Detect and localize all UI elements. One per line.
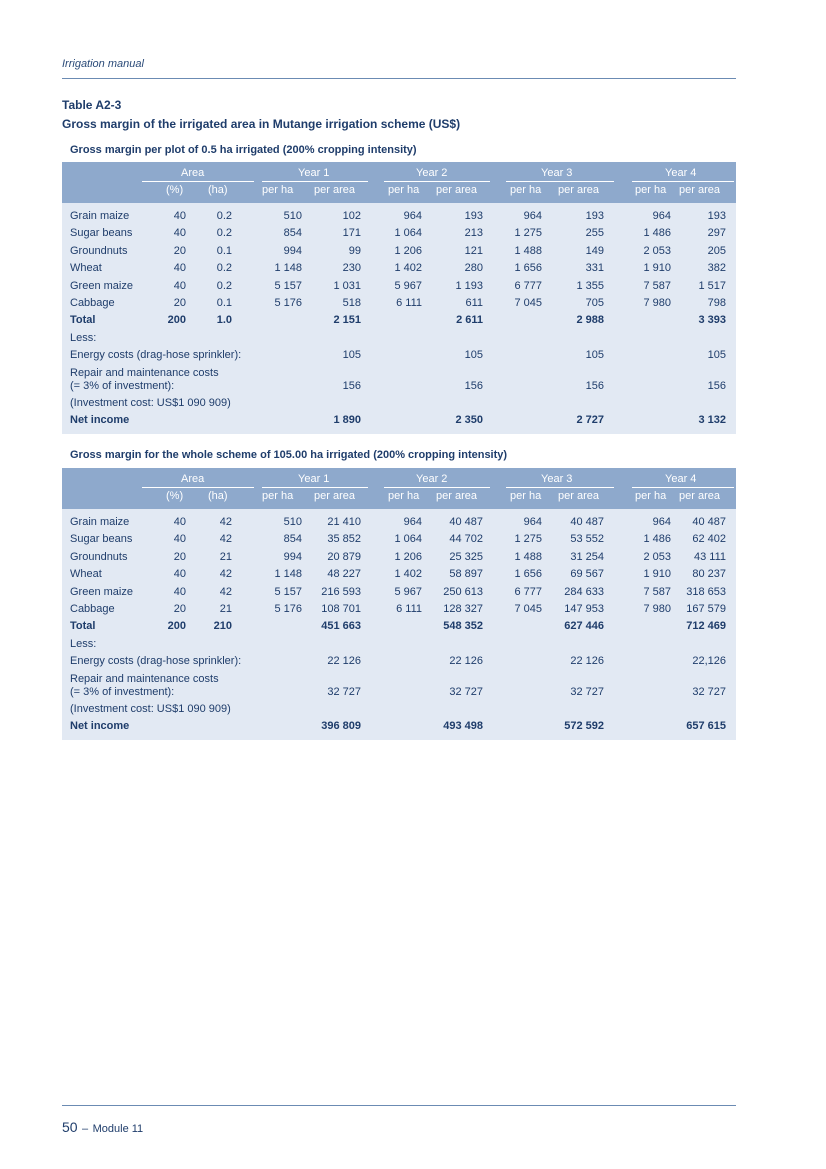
- header-group: Year 3: [541, 473, 573, 485]
- value-per-ha: 7 587: [643, 585, 671, 598]
- gross-margin-table: [62, 162, 736, 434]
- repair-label-line1: Repair and maintenance costs: [70, 672, 219, 685]
- area-ha: 42: [219, 568, 232, 581]
- header-sub-pct: (%): [166, 184, 184, 196]
- header-underline: [632, 487, 734, 488]
- less-label: Less:: [70, 331, 97, 344]
- footer-rule: [62, 1105, 736, 1106]
- value-per-ha: 1 148: [274, 262, 302, 275]
- header-underline: [142, 487, 254, 488]
- section-title: Gross margin per plot of 0.5 ha irrigated (200% cropping intensity): [70, 144, 417, 156]
- header-rule: [62, 78, 736, 79]
- value-per-area: 167 579: [686, 602, 726, 615]
- energy-value: 105: [585, 349, 604, 362]
- area-pct: 40: [173, 262, 186, 275]
- header-underline: [506, 181, 614, 182]
- value-per-ha: 994: [283, 244, 302, 257]
- header-group: Area: [181, 167, 205, 179]
- table-row: [62, 225, 736, 242]
- table-row: [62, 514, 736, 531]
- repair-value: 156: [707, 379, 726, 392]
- total-label: Total: [70, 314, 96, 327]
- area-pct: 20: [173, 550, 186, 563]
- value-per-ha: 5 176: [274, 602, 302, 615]
- header-underline: [262, 487, 368, 488]
- value-per-area: 611: [465, 296, 483, 309]
- header-sub-per-ha: per ha: [635, 490, 667, 502]
- table-header: [62, 468, 736, 509]
- value-per-ha: 854: [283, 533, 302, 546]
- table-label: Table A2-3: [62, 98, 122, 112]
- total-row: [62, 312, 736, 329]
- repair-label-line2: (= 3% of investment):: [70, 685, 175, 698]
- value-per-area: 31 254: [570, 550, 604, 563]
- total-value: 627 446: [564, 620, 604, 633]
- energy-label: Energy costs (drag-hose sprinkler):: [70, 655, 242, 668]
- energy-value: 22 126: [449, 655, 483, 668]
- page-number: 50: [62, 1119, 78, 1135]
- energy-value: 22 126: [570, 655, 604, 668]
- crop-name: Wheat: [70, 262, 102, 275]
- value-per-ha: 1 402: [394, 262, 422, 275]
- value-per-area: 216 593: [321, 585, 361, 598]
- value-per-ha: 6 777: [514, 585, 542, 598]
- total-value: 712 469: [686, 620, 726, 633]
- value-per-ha: 1 148: [274, 568, 302, 581]
- value-per-area: 284 633: [564, 585, 604, 598]
- value-per-area: 250 613: [443, 585, 483, 598]
- header-group: Year 2: [416, 473, 448, 485]
- area-pct: 20: [173, 296, 186, 309]
- header-underline: [632, 181, 734, 182]
- value-per-ha: 7 980: [643, 602, 671, 615]
- value-per-area: 102: [342, 210, 361, 222]
- table-header: [62, 162, 736, 203]
- value-per-area: 280: [464, 262, 483, 275]
- value-per-ha: 1 275: [514, 227, 542, 240]
- value-per-area: 193: [707, 210, 726, 222]
- value-per-area: 20 879: [327, 550, 361, 563]
- repair-row: [62, 671, 736, 701]
- value-per-ha: 964: [403, 516, 422, 528]
- net-income-row: [62, 718, 736, 735]
- energy-row: [62, 347, 736, 364]
- value-per-ha: 7 980: [643, 296, 671, 309]
- total-pct: 200: [167, 620, 186, 633]
- crop-name: Cabbage: [70, 296, 115, 309]
- value-per-area: 44 702: [449, 533, 483, 546]
- area-ha: 42: [219, 585, 232, 598]
- value-per-area: 798: [707, 296, 726, 309]
- footer-separator: –: [82, 1123, 89, 1135]
- less-row: [62, 636, 736, 653]
- value-per-area: 99: [348, 244, 361, 257]
- repair-value: 156: [464, 379, 483, 392]
- module-label: Module 11: [92, 1123, 144, 1135]
- header-group: Year 2: [416, 167, 448, 179]
- area-pct: 40: [173, 279, 186, 292]
- running-head: Irrigation manual: [62, 58, 144, 70]
- value-per-ha: 5 157: [274, 279, 302, 292]
- header-sub-per-area: per area: [679, 184, 720, 196]
- value-per-ha: 1 402: [394, 568, 422, 581]
- energy-value: 22 126: [327, 655, 361, 668]
- header-underline: [384, 181, 490, 182]
- value-per-ha: 5 157: [274, 585, 302, 598]
- net-income-value: 493 498: [443, 719, 483, 732]
- crop-name: Groundnuts: [70, 244, 128, 257]
- net-income-value: 396 809: [321, 719, 361, 732]
- value-per-area: 80 237: [692, 568, 726, 581]
- net-income-value: 2 350: [455, 413, 483, 426]
- less-label: Less:: [70, 637, 97, 650]
- area-ha: 42: [219, 533, 232, 546]
- value-per-area: 1 193: [455, 279, 483, 292]
- value-per-ha: 1 206: [394, 550, 422, 563]
- header-sub-per-area: per area: [558, 184, 599, 196]
- value-per-area: 297: [707, 227, 726, 240]
- header-group: Year 4: [665, 167, 697, 179]
- repair-value: 32 727: [449, 685, 483, 698]
- net-income-value: 657 615: [686, 719, 726, 732]
- table-caption: Gross margin of the irrigated area in Mutange irrigation scheme (US$): [62, 117, 461, 131]
- header-group: Year 1: [298, 473, 330, 485]
- repair-value: 32 727: [570, 685, 604, 698]
- value-per-area: 705: [585, 296, 604, 309]
- crop-name: Green maize: [70, 585, 133, 598]
- energy-row: [62, 653, 736, 670]
- net-income-row: [62, 412, 736, 429]
- header-sub-pct: (%): [166, 490, 184, 502]
- area-ha: 0.2: [216, 279, 232, 292]
- value-per-area: 193: [585, 210, 604, 222]
- total-value: 2 988: [576, 314, 604, 327]
- net-income-value: 1 890: [333, 413, 361, 426]
- value-per-area: 40 487: [570, 516, 604, 528]
- value-per-area: 62 402: [692, 533, 726, 546]
- investment-note: (Investment cost: US$1 090 909): [70, 702, 231, 715]
- value-per-ha: 510: [283, 516, 302, 528]
- header-sub-per-ha: per ha: [510, 490, 542, 502]
- energy-value: 105: [464, 349, 483, 362]
- value-per-ha: 6 111: [396, 602, 422, 615]
- area-ha: 0.2: [216, 227, 232, 240]
- value-per-area: 40 487: [449, 516, 483, 528]
- area-pct: 20: [173, 602, 186, 615]
- header-sub-ha: (ha): [208, 184, 228, 196]
- value-per-ha: 1 910: [643, 262, 671, 275]
- table-row: [62, 208, 736, 225]
- net-income-value: 572 592: [564, 719, 604, 732]
- section-title: Gross margin for the whole scheme of 105.00 ha irrigated (200% cropping intensity): [70, 449, 508, 461]
- value-per-ha: 1 064: [394, 533, 422, 546]
- table-row: [62, 549, 736, 566]
- value-per-ha: 1 910: [643, 568, 671, 581]
- net-income-label: Net income: [70, 413, 130, 426]
- header-sub-per-area: per area: [558, 490, 599, 502]
- value-per-ha: 7 045: [514, 296, 542, 309]
- table-row: [62, 584, 736, 601]
- energy-label: Energy costs (drag-hose sprinkler):: [70, 349, 242, 362]
- repair-value: 156: [585, 379, 604, 392]
- repair-value: 32 727: [692, 685, 726, 698]
- energy-value: 105: [707, 349, 726, 362]
- header-group: Area: [181, 473, 205, 485]
- value-per-area: 230: [342, 262, 361, 275]
- value-per-area: 1 031: [333, 279, 361, 292]
- value-per-ha: 7 045: [514, 602, 542, 615]
- value-per-area: 147 953: [564, 602, 604, 615]
- crop-name: Grain maize: [70, 516, 130, 528]
- total-ha: 1.0: [216, 314, 232, 327]
- header-underline: [506, 487, 614, 488]
- value-per-ha: 994: [283, 550, 302, 563]
- header-sub-per-ha: per ha: [388, 184, 420, 196]
- total-value: 3 393: [698, 314, 726, 327]
- value-per-area: 331: [585, 262, 604, 275]
- repair-label-line2: (= 3% of investment):: [70, 379, 175, 392]
- value-per-ha: 1 488: [514, 550, 542, 563]
- net-income-label: Net income: [70, 719, 130, 732]
- header-sub-per-ha: per ha: [388, 490, 420, 502]
- repair-label-line1: Repair and maintenance costs: [70, 366, 219, 379]
- header-sub-per-area: per area: [314, 490, 355, 502]
- less-row: [62, 330, 736, 347]
- value-per-area: 69 567: [570, 568, 604, 581]
- value-per-ha: 1 275: [514, 533, 542, 546]
- value-per-ha: 964: [652, 516, 671, 528]
- table-row: [62, 601, 736, 618]
- total-row: [62, 618, 736, 635]
- value-per-ha: 7 587: [643, 279, 671, 292]
- value-per-area: 108 701: [321, 602, 361, 615]
- value-per-area: 171: [342, 227, 361, 240]
- area-ha: 0.1: [216, 244, 232, 257]
- value-per-ha: 964: [523, 516, 542, 528]
- header-sub-ha: (ha): [208, 490, 228, 502]
- value-per-area: 382: [707, 262, 726, 275]
- total-value: 2 611: [456, 314, 483, 327]
- table-row: [62, 295, 736, 312]
- header-sub-per-ha: per ha: [262, 490, 294, 502]
- header-underline: [384, 487, 490, 488]
- table-bottom-pad: [62, 429, 736, 434]
- header-sub-per-area: per area: [314, 184, 355, 196]
- page-footer: [62, 1119, 143, 1137]
- value-per-ha: 2 053: [643, 244, 671, 257]
- value-per-area: 149: [585, 244, 604, 257]
- investment-row: [62, 701, 736, 718]
- value-per-ha: 6 111: [396, 296, 422, 309]
- energy-value: 105: [342, 349, 361, 362]
- value-per-area: 35 852: [327, 533, 361, 546]
- energy-value: 22,126: [692, 655, 726, 668]
- total-ha: 210: [213, 620, 232, 633]
- value-per-area: 121: [464, 244, 483, 257]
- table-bottom-pad: [62, 735, 736, 740]
- value-per-area: 1 355: [576, 279, 604, 292]
- header-group: Year 1: [298, 167, 330, 179]
- value-per-ha: 1 064: [394, 227, 422, 240]
- table-row: [62, 260, 736, 277]
- value-per-ha: 2 053: [643, 550, 671, 563]
- repair-value: 32 727: [327, 685, 361, 698]
- value-per-area: 193: [464, 210, 483, 222]
- crop-name: Cabbage: [70, 602, 115, 615]
- total-value: 451 663: [321, 620, 361, 633]
- value-per-ha: 964: [652, 210, 671, 222]
- value-per-ha: 1 206: [394, 244, 422, 257]
- value-per-ha: 1 486: [643, 533, 671, 546]
- value-per-ha: 1 656: [514, 262, 542, 275]
- header-group: Year 4: [665, 473, 697, 485]
- table-row: [62, 278, 736, 295]
- header-sub-per-ha: per ha: [510, 184, 542, 196]
- header-sub-per-area: per area: [436, 184, 477, 196]
- gross-margin-table: [62, 468, 736, 740]
- header-sub-per-ha: per ha: [262, 184, 294, 196]
- value-per-area: 128 327: [443, 602, 483, 615]
- area-pct: 40: [173, 568, 186, 581]
- table-row: [62, 566, 736, 583]
- value-per-ha: 964: [523, 210, 542, 222]
- crop-name: Sugar beans: [70, 227, 133, 240]
- value-per-ha: 5 967: [394, 279, 422, 292]
- total-value: 2 151: [333, 314, 361, 327]
- value-per-ha: 5 176: [274, 296, 302, 309]
- value-per-area: 40 487: [692, 516, 726, 528]
- value-per-ha: 1 486: [643, 227, 671, 240]
- value-per-ha: 1 488: [514, 244, 542, 257]
- crop-name: Grain maize: [70, 210, 130, 222]
- area-ha: 0.2: [216, 210, 232, 222]
- investment-row: [62, 395, 736, 412]
- table-row: [62, 531, 736, 548]
- value-per-area: 213: [464, 227, 483, 240]
- value-per-ha: 1 656: [514, 568, 542, 581]
- area-ha: 21: [219, 602, 232, 615]
- area-pct: 40: [173, 516, 186, 528]
- value-per-area: 53 552: [570, 533, 604, 546]
- net-income-value: 3 132: [698, 413, 726, 426]
- header-underline: [262, 181, 368, 182]
- area-pct: 40: [173, 227, 186, 240]
- total-label: Total: [70, 620, 96, 633]
- total-pct: 200: [167, 314, 186, 327]
- value-per-ha: 6 777: [514, 279, 542, 292]
- value-per-ha: 5 967: [394, 585, 422, 598]
- value-per-ha: 964: [403, 210, 422, 222]
- area-pct: 20: [173, 244, 186, 257]
- area-ha: 0.2: [216, 262, 232, 275]
- crop-name: Wheat: [70, 568, 102, 581]
- value-per-area: 21 410: [327, 516, 361, 528]
- net-income-value: 2 727: [576, 413, 604, 426]
- value-per-area: 43 111: [693, 550, 726, 563]
- value-per-area: 318 653: [686, 585, 726, 598]
- value-per-area: 48 227: [327, 568, 361, 581]
- value-per-area: 205: [707, 244, 726, 257]
- investment-note: (Investment cost: US$1 090 909): [70, 396, 231, 409]
- value-per-area: 518: [342, 296, 361, 309]
- value-per-ha: 854: [283, 227, 302, 240]
- value-per-area: 25 325: [449, 550, 483, 563]
- area-ha: 42: [219, 516, 232, 528]
- area-pct: 40: [173, 533, 186, 546]
- value-per-area: 1 517: [698, 279, 726, 292]
- repair-row: [62, 365, 736, 395]
- crop-name: Green maize: [70, 279, 133, 292]
- area-pct: 40: [173, 585, 186, 598]
- crop-name: Groundnuts: [70, 550, 128, 563]
- header-group: Year 3: [541, 167, 573, 179]
- header-sub-per-ha: per ha: [635, 184, 667, 196]
- area-ha: 0.1: [216, 296, 232, 309]
- value-per-area: 58 897: [449, 568, 483, 581]
- value-per-area: 255: [585, 227, 604, 240]
- total-value: 548 352: [443, 620, 483, 633]
- repair-value: 156: [342, 379, 361, 392]
- table-row: [62, 243, 736, 260]
- header-sub-per-area: per area: [436, 490, 477, 502]
- header-underline: [142, 181, 254, 182]
- area-ha: 21: [219, 550, 232, 563]
- header-sub-per-area: per area: [679, 490, 720, 502]
- value-per-ha: 510: [283, 210, 302, 222]
- crop-name: Sugar beans: [70, 533, 133, 546]
- area-pct: 40: [173, 210, 186, 222]
